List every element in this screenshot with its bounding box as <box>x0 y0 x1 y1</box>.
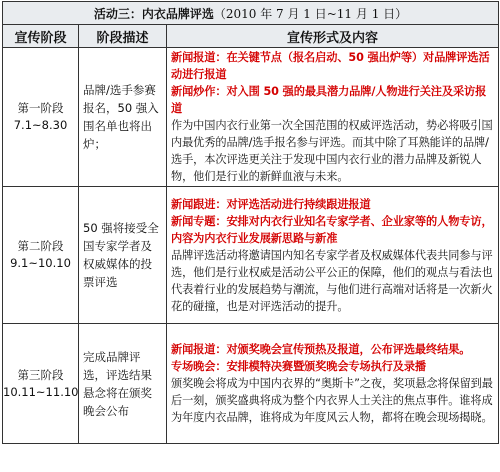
header-phase: 宣传阶段 <box>3 25 79 48</box>
content-line: 新闻专题：安排对内衣行业知名专家学者、企业家等的人物专访，内容为内衣行业发展新思路与新准 <box>171 214 493 245</box>
content-line: 颁奖晚会将成为中国内衣界的“奥斯卡”之夜，奖项悬念将保留到最后一刻，颁奖盛典将成为整个内衣界人士关注的焦点事件。谁将成为年度内衣品牌，谁将成为年度风云人物，都将在晚会现场揭晓。 <box>171 377 493 424</box>
phase-cell <box>3 187 79 324</box>
phase-dates: 7.1~8.30 <box>13 118 68 132</box>
phase-name: 第一阶段 <box>17 101 64 115</box>
phase-name: 第二阶段 <box>17 239 64 253</box>
phase-dates: 10.11~11.10 <box>3 384 79 399</box>
table-row <box>3 187 499 324</box>
description-cell: 完成品牌评选，评选结果悬念将在颁奖晚会公布 <box>79 324 167 444</box>
description-cell: 50 强将接受全国专家学者及权威媒体的投票评选 <box>79 187 167 324</box>
content-cell <box>167 324 499 444</box>
content-cell <box>167 187 499 324</box>
header-description: 阶段描述 <box>79 25 167 48</box>
campaign-table <box>2 1 499 444</box>
document-page <box>2 1 498 444</box>
table-row <box>3 324 499 444</box>
header-row <box>3 25 499 48</box>
table-title <box>3 2 499 25</box>
content-cell <box>167 48 499 187</box>
phase-cell <box>3 48 79 187</box>
content-line: 新闻报道：在关键节点（报名启动、50 强出炉等）对品牌评选活动进行报道 <box>171 51 490 81</box>
content-line: 品牌评选活动将邀请国内知名专家学者及权威媒体代表共同参与评选，他们是行业权威是活动公平公正的保障，他们的观点与看法也代表着行业的发展趋势与潮流，与他们进行高端对话将是一次新火花的碰撞，也是对评选活动的提升。 <box>171 248 493 313</box>
description-cell: 品牌/选手参赛报名，50 强入围名单也将出炉； <box>79 48 167 187</box>
phase-dates: 9.1~10.10 <box>10 256 71 270</box>
table-row <box>3 48 499 187</box>
phase-name: 第三阶段 <box>17 367 64 382</box>
table-title-row <box>3 2 499 25</box>
title-date-range: （2010 年 7 月 1 日~11 月 1 日） <box>213 6 408 21</box>
content-line: 新闻炒作：对入围 50 强的最具潜力品牌/人物进行关注及采访报道 <box>171 85 487 115</box>
content-line: 作为中国内衣行业第一次全国范围的权威评选活动，势必将吸引国内最优秀的品牌/选手报名参与评选。而其中除了耳熟能详的品牌/选手，本次评选更关注于发现中国内衣行业的潜力品牌及新锐人物，他们是行业的新鲜血液与未来。 <box>171 119 493 183</box>
phase-cell <box>3 324 79 444</box>
content-line: 新闻报道：对颁奖晚会宣传预热及报道，公布评选最终结果。 <box>171 343 471 356</box>
content-line: 新闻跟进：对评选活动进行持续跟进报道 <box>171 197 371 211</box>
title-label: 活动三：内衣品牌评选 <box>93 6 214 21</box>
header-content: 宣传形式及内容 <box>167 25 499 48</box>
content-line: 专场晚会：安排模特决赛暨颁奖晚会专场执行及录播 <box>171 360 427 373</box>
